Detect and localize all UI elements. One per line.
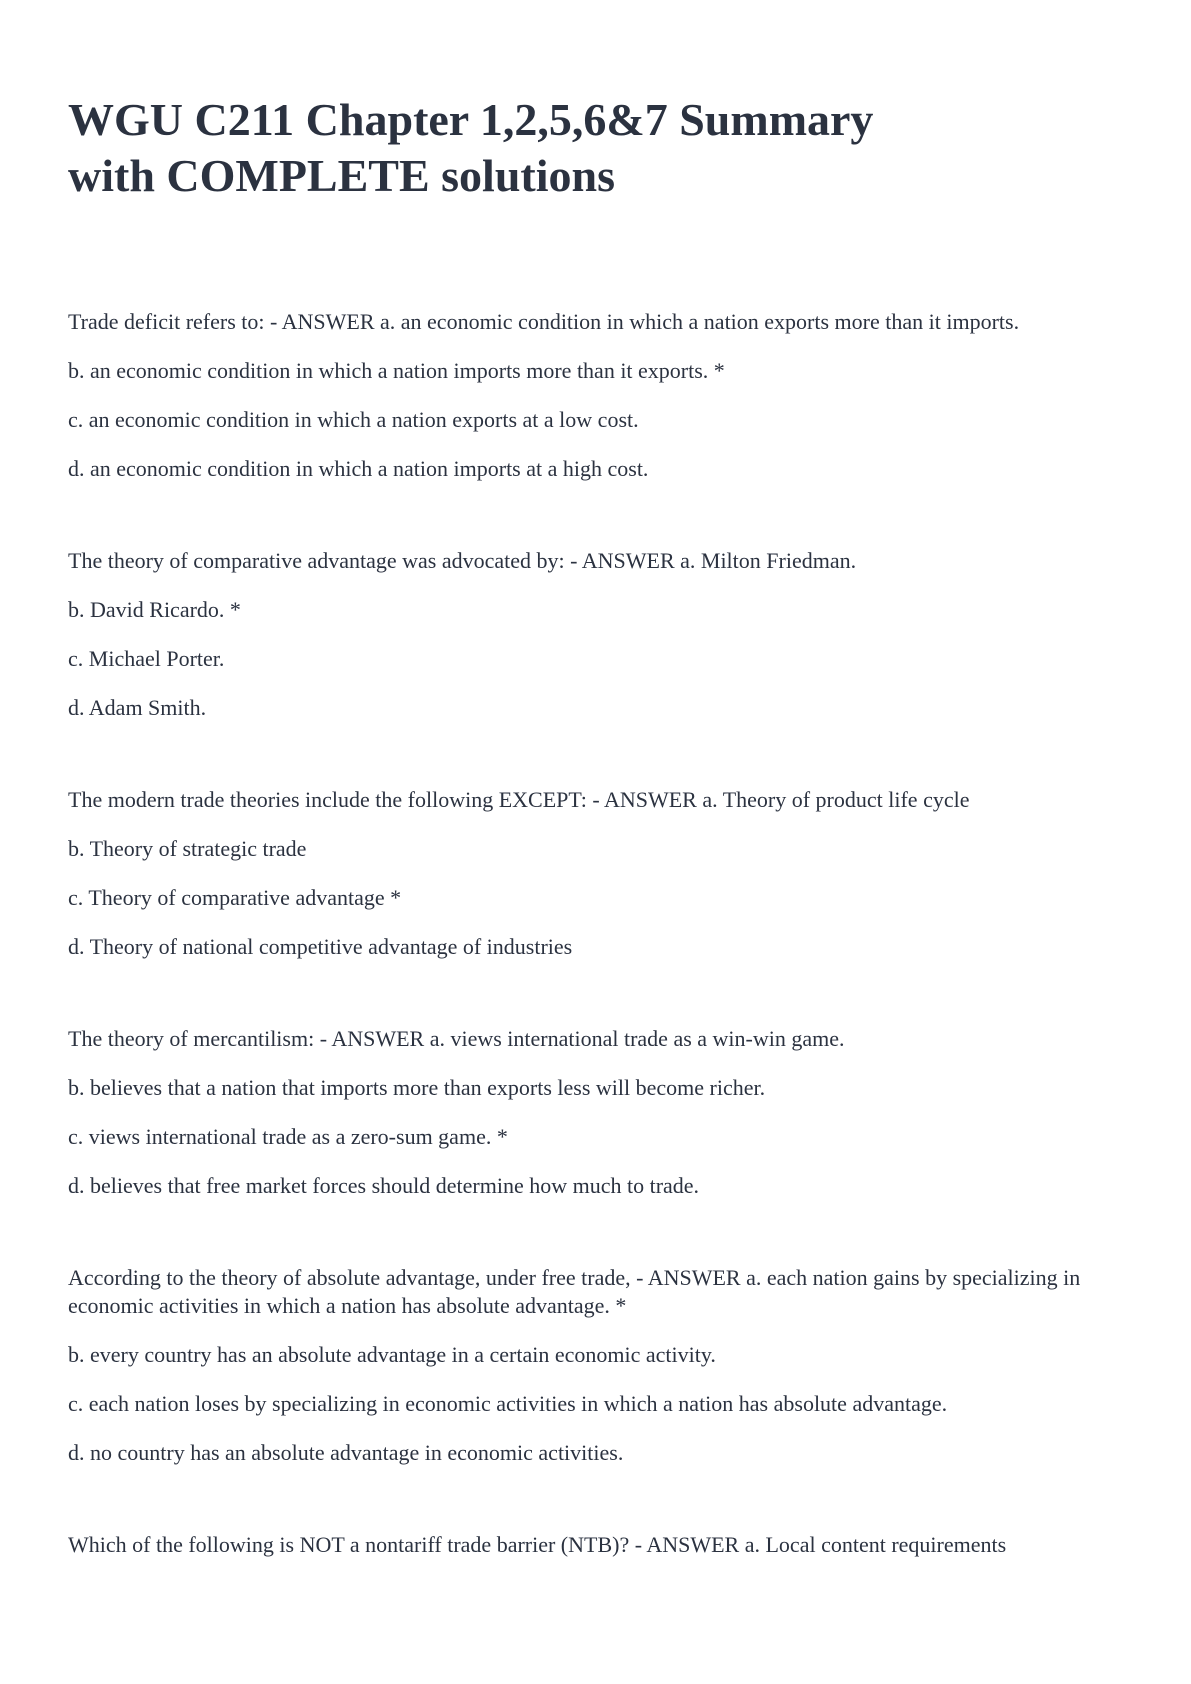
answer-option: c. each nation loses by specializing in economic activities in which a nation has absolute advantage. [68, 1391, 948, 1416]
answer-option: d. believes that free market forces should determine how much to trade. [68, 1173, 700, 1198]
page-title [68, 92, 1068, 204]
answer-option: c. Theory of comparative advantage * [68, 885, 402, 910]
question-stem: The theory of mercantilism: - ANSWER a. views international trade as a win-win game. [68, 1026, 845, 1051]
answer-option: d. no country has an absolute advantage in economic activities. [68, 1440, 624, 1465]
answer-option: b. Theory of strategic trade [68, 836, 307, 861]
question-4 [68, 1025, 1128, 1200]
question-stem: Which of the following is NOT a nontariff trade barrier (NTB)? - ANSWER a. Local content requirements [68, 1532, 1007, 1557]
question-3 [68, 786, 1128, 961]
question-stem: The modern trade theories include the following EXCEPT: - ANSWER a. Theory of product life cycle [68, 787, 970, 812]
question-stem: According to the theory of absolute advantage, under free trade, - ANSWER a. each nation gains by specializing in economic activities in which a nation has absolute advantage. * [68, 1265, 1081, 1318]
title-line-1: WGU C211 Chapter 1,2,5,6&7 Summary [68, 94, 874, 145]
answer-option: d. an economic condition in which a nation imports at a high cost. [68, 456, 649, 481]
answer-option: b. believes that a nation that imports more than exports less will become richer. [68, 1075, 766, 1100]
answer-option: b. an economic condition in which a nation imports more than it exports. * [68, 358, 725, 383]
answer-option: c. Michael Porter. [68, 646, 225, 671]
question-1 [68, 308, 1128, 483]
question-5 [68, 1264, 1128, 1467]
title-line-2: with COMPLETE solutions [68, 150, 615, 201]
question-stem: The theory of comparative advantage was advocated by: - ANSWER a. Milton Friedman. [68, 548, 857, 573]
answer-option: d. Adam Smith. [68, 695, 207, 720]
answer-option: c. views international trade as a zero-sum game. * [68, 1124, 508, 1149]
answer-option: b. David Ricardo. * [68, 597, 241, 622]
question-2 [68, 547, 1128, 722]
question-stem: Trade deficit refers to: - ANSWER a. an economic condition in which a nation exports more than it imports. [68, 309, 1020, 334]
answer-option: b. every country has an absolute advantage in a certain economic activity. [68, 1342, 716, 1367]
answer-option: c. an economic condition in which a nation exports at a low cost. [68, 407, 639, 432]
answer-option: d. Theory of national competitive advantage of industries [68, 934, 573, 959]
question-list [68, 308, 1128, 1623]
question-6 [68, 1531, 1128, 1559]
